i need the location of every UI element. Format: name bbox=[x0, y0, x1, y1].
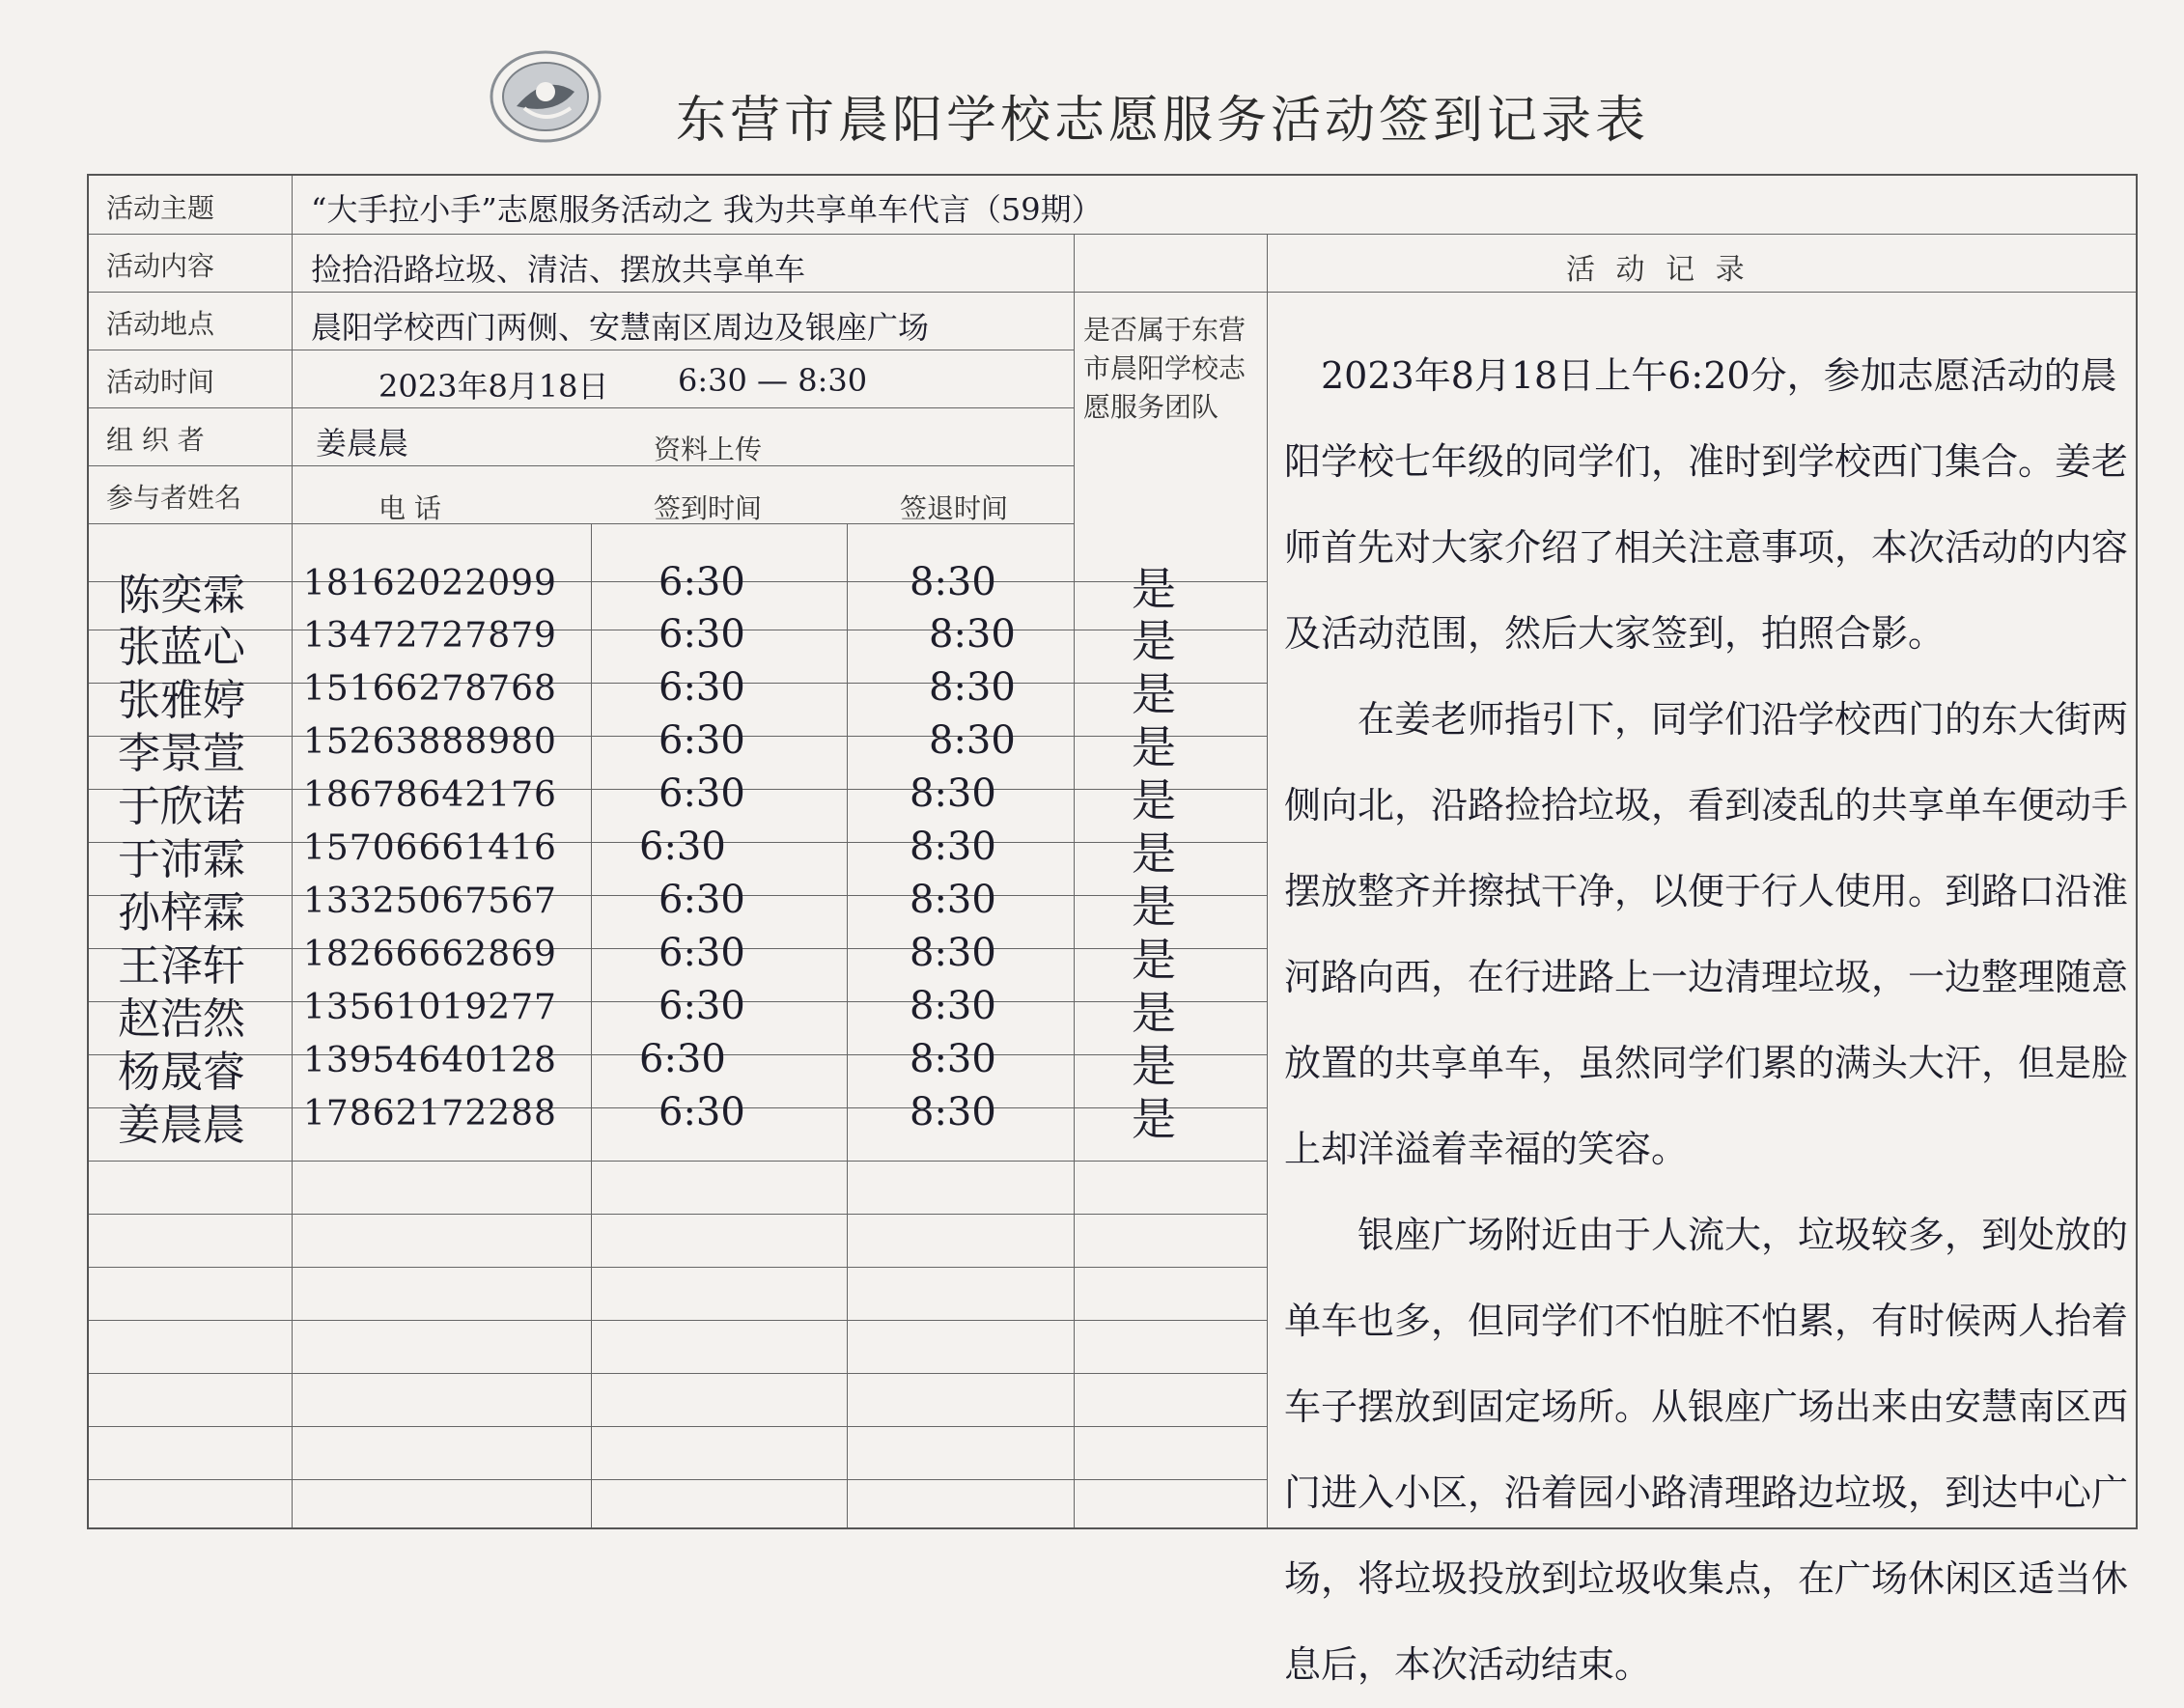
participant-member: 是 bbox=[1132, 827, 1176, 880]
participant-name: 李景萱 bbox=[118, 729, 245, 778]
participant-name: 于欣诺 bbox=[118, 782, 245, 831]
participant-phone: 13472727879 bbox=[303, 616, 557, 656]
content-label: 活动内容 bbox=[106, 250, 215, 282]
time-value-date: 2023年8月18日 bbox=[378, 368, 609, 405]
participant-signin: 6:30 bbox=[658, 665, 745, 710]
participant-signout: 8:30 bbox=[910, 825, 996, 869]
participant-member: 是 bbox=[1132, 668, 1176, 720]
organizer-value: 姜晨晨 bbox=[316, 425, 409, 462]
participant-signout: 8:30 bbox=[910, 771, 996, 816]
participant-phone: 17862172288 bbox=[303, 1094, 557, 1134]
participant-phone: 15166278768 bbox=[303, 669, 557, 709]
participant-signin: 6:30 bbox=[658, 560, 745, 604]
participant-name: 孙梓霖 bbox=[118, 888, 245, 938]
phone-column-header: 电 话 bbox=[378, 492, 441, 524]
participant-signin: 6:30 bbox=[639, 825, 726, 869]
participant-signout: 8:30 bbox=[910, 984, 996, 1028]
participant-member: 是 bbox=[1132, 934, 1176, 986]
participant-phone: 18266662869 bbox=[303, 935, 557, 974]
theme-value: “大手拉小手”志愿服务活动之 我为共享单车代言（59期） bbox=[311, 191, 1103, 228]
participant-signout: 8:30 bbox=[929, 665, 1016, 710]
participant-phone: 15263888980 bbox=[303, 722, 557, 762]
participant-signout: 8:30 bbox=[910, 1037, 996, 1081]
participant-name: 张蓝心 bbox=[118, 623, 245, 672]
participant-signin: 6:30 bbox=[658, 984, 745, 1028]
organizer-label: 组 织 者 bbox=[106, 424, 205, 456]
participant-name: 于沛霖 bbox=[118, 835, 245, 884]
participant-signout: 8:30 bbox=[910, 931, 996, 975]
participant-member: 是 bbox=[1132, 563, 1176, 615]
signout-column-header: 签退时间 bbox=[900, 492, 1009, 524]
participant-name: 张雅婷 bbox=[118, 676, 245, 725]
participant-name: 王泽轩 bbox=[118, 941, 245, 991]
participant-signout: 8:30 bbox=[910, 878, 996, 922]
participant-signin: 6:30 bbox=[658, 718, 745, 763]
participant-member: 是 bbox=[1132, 987, 1176, 1039]
participant-member: 是 bbox=[1132, 721, 1176, 773]
participant-signin: 6:30 bbox=[658, 771, 745, 816]
school-seal-logo bbox=[488, 48, 603, 145]
participant-member: 是 bbox=[1132, 774, 1176, 826]
time-label: 活动时间 bbox=[106, 366, 215, 398]
participant-member: 是 bbox=[1132, 1093, 1176, 1145]
membership-header: 是否属于东营市晨阳学校志愿服务团队 bbox=[1083, 314, 1246, 423]
participant-signin: 6:30 bbox=[658, 612, 745, 657]
content-value: 捡拾沿路垃圾、清洁、摆放共享单车 bbox=[311, 251, 806, 288]
participant-phone: 13325067567 bbox=[303, 882, 557, 921]
participant-phone: 18162022099 bbox=[303, 564, 557, 603]
participant-signout: 8:30 bbox=[929, 718, 1016, 763]
participant-signin: 6:30 bbox=[658, 1090, 745, 1134]
participant-name: 杨晟睿 bbox=[118, 1048, 245, 1097]
place-value: 晨阳学校西门两侧、安慧南区周边及银座广场 bbox=[311, 309, 930, 346]
page-title: 东营市晨阳学校志愿服务活动签到记录表 bbox=[676, 92, 1650, 150]
participant-phone: 15706661416 bbox=[303, 828, 557, 868]
participant-phone: 18678642176 bbox=[303, 775, 557, 815]
participants-label: 参与者姓名 bbox=[106, 482, 242, 514]
participant-member: 是 bbox=[1132, 881, 1176, 933]
participant-phone: 13561019277 bbox=[303, 988, 557, 1027]
record-paragraph: 在姜老师指引下，同学们沿学校西门的东大街两侧向北，沿路捡拾垃圾，看到凌乱的共享单车便动手摆放整齐并擦拭干净，以便于行人使用。到路口沿淮河路向西，在行进路上一边清理垃圾，一边整理随意放置的共享单车，虽然同学们累的满头大汗，但是脸上却洋溢着幸福的笑容。 bbox=[1284, 698, 2129, 1170]
record-paragraph: 2023年8月18日上午6:20分，参加志愿活动的晨阳学校七年级的同学们，准时到学校西门集合。姜老师首先对大家介绍了相关注意事项，本次活动的内容及活动范围，然后大家签到，拍照合影。 bbox=[1284, 354, 2129, 655]
participant-name: 赵浩然 bbox=[118, 994, 245, 1044]
participant-signout: 8:30 bbox=[910, 560, 996, 604]
time-value-range: 6:30 — 8:30 bbox=[678, 362, 868, 399]
participant-signin: 6:30 bbox=[639, 1037, 726, 1081]
record-header: 活 动 记 录 bbox=[1566, 253, 1750, 287]
record-paragraph: 银座广场附近由于人流大，垃圾较多，到处放的单车也多，但同学们不怕脏不怕累，有时候两人抬着车子摆放到固定场所。从银座广场出来由安慧南区西门进入小区，沿着园小路清理路边垃圾，到达中心广场，将垃圾投放到垃圾收集点，在广场休闲区适当休息后，本次活动结束。 bbox=[1284, 1214, 2129, 1686]
participant-member: 是 bbox=[1132, 615, 1176, 667]
upload-label: 资料上传 bbox=[654, 434, 763, 465]
participant-signin: 6:30 bbox=[658, 878, 745, 922]
participant-name: 陈奕霖 bbox=[118, 571, 245, 620]
participant-signout: 8:30 bbox=[929, 612, 1016, 657]
participant-signout: 8:30 bbox=[910, 1090, 996, 1134]
participant-name: 姜晨晨 bbox=[118, 1101, 245, 1150]
participant-phone: 13954640128 bbox=[303, 1041, 557, 1080]
participant-signin: 6:30 bbox=[658, 931, 745, 975]
activity-record-text bbox=[1284, 333, 2134, 1708]
theme-label: 活动主题 bbox=[106, 192, 215, 224]
participant-member: 是 bbox=[1132, 1040, 1176, 1092]
signin-column-header: 签到时间 bbox=[654, 492, 763, 524]
place-label: 活动地点 bbox=[106, 308, 215, 340]
